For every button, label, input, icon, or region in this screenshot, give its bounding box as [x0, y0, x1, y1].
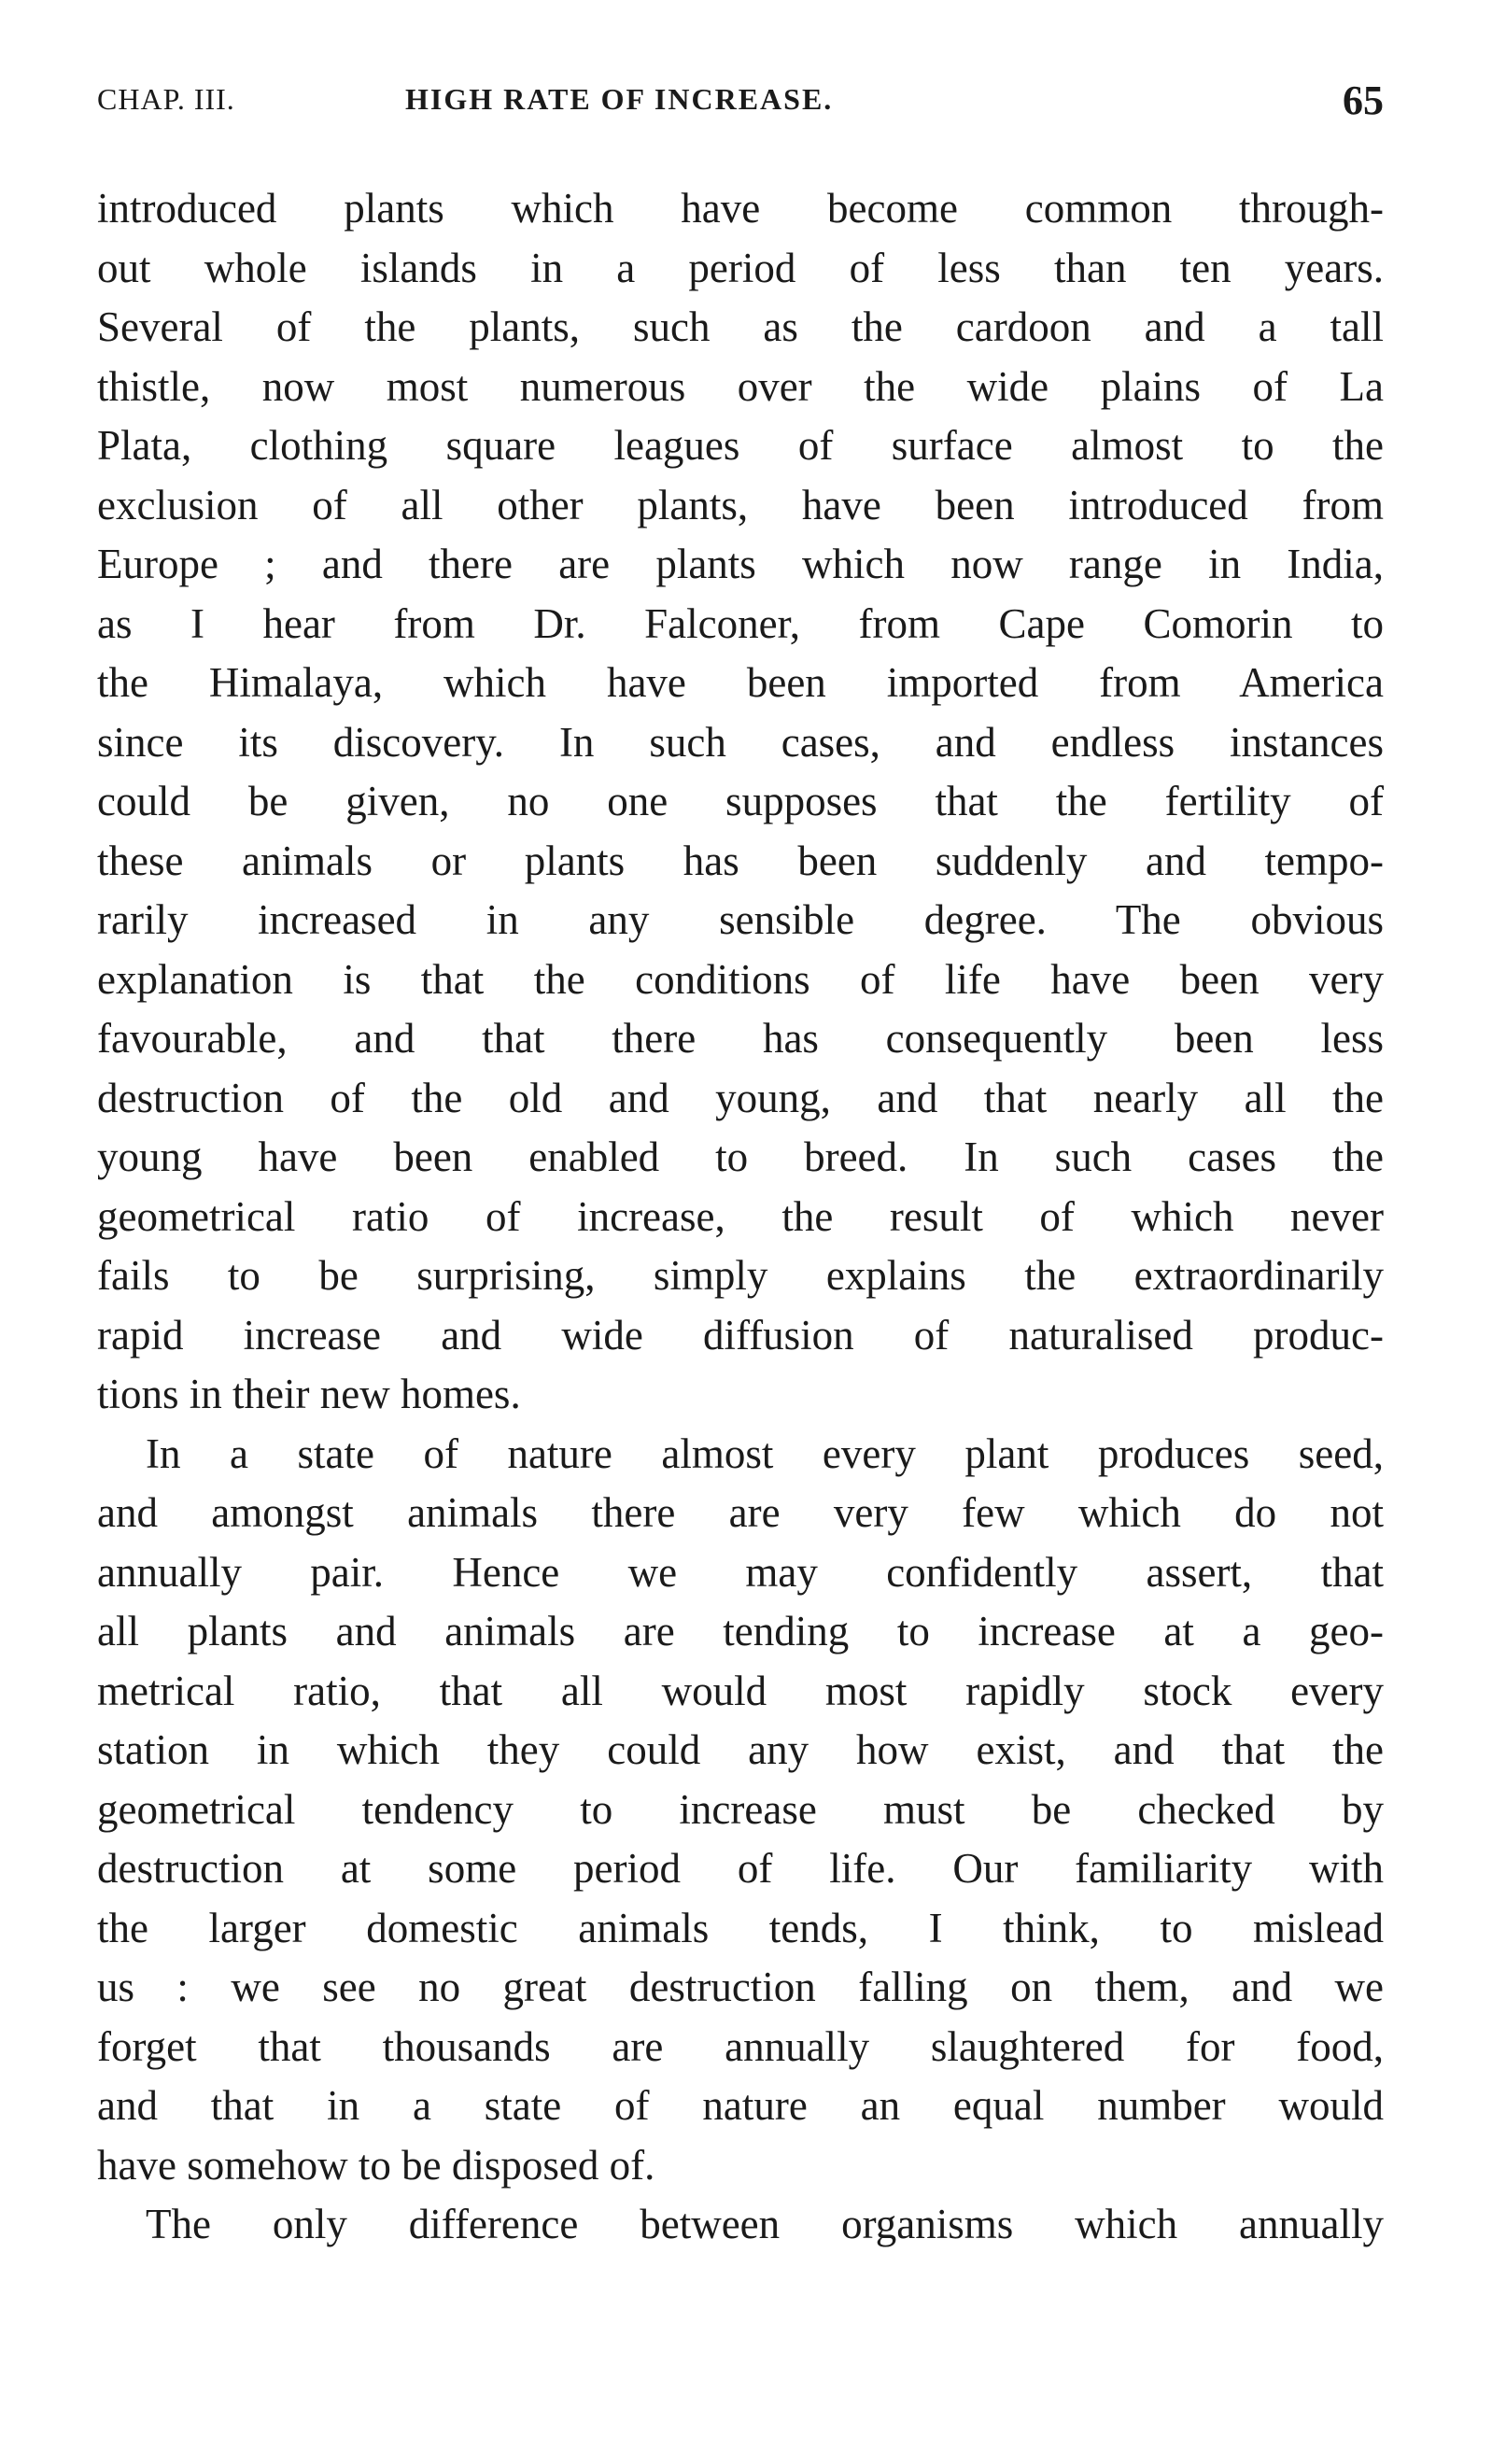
text-line: rapid increase and wide diffusion of naturalised produc- — [97, 1311, 1384, 1359]
text-line: destruction at some period of life. Our familiarity with — [97, 1845, 1384, 1892]
text-line: explanation is that the conditions of life have been very — [97, 955, 1384, 1003]
text-line: rarily increased in any sensible degree. The obvious — [97, 896, 1384, 943]
text-line: forget that thousands are annually slaughtered for food, — [97, 2022, 1384, 2070]
text-line: annually pair. Hence we may confidently assert, that — [97, 1548, 1384, 1596]
paragraph — [97, 1425, 1384, 2196]
text-line: fails to be surprising, simply explains the extraordinarily — [97, 1252, 1384, 1299]
paragraph — [97, 2195, 1384, 2255]
text-line: the Himalaya, which have been imported from America — [97, 659, 1384, 706]
text-line: thistle, now most numerous over the wide plains of La — [97, 362, 1384, 410]
running-title: HIGH RATE OF INCREASE. — [405, 82, 834, 116]
text-line: introduced plants which have become common through- — [97, 185, 1384, 232]
chapter-label: CHAP. III. — [97, 82, 235, 116]
text-line: geometrical tendency to increase must be checked by — [97, 1785, 1384, 1833]
text-line: station in which they could any how exist, and that the — [97, 1726, 1384, 1773]
text-line: favourable, and that there has consequently been less — [97, 1015, 1384, 1062]
text-line: these animals or plants has been suddenly and tempo- — [97, 837, 1384, 884]
paragraph — [97, 179, 1384, 1425]
text-line: as I hear from Dr. Falconer, from Cape Comorin to — [97, 599, 1384, 647]
text-line: young have been enabled to breed. In such cases the — [97, 1133, 1384, 1180]
running-head — [97, 77, 1384, 129]
text-line: Europe ; and there are plants which now range in India, — [97, 541, 1384, 587]
text-line: and that in a state of nature an equal number would — [97, 2082, 1384, 2129]
text-line: destruction of the old and young, and that nearly all the — [97, 1074, 1384, 1121]
page-number: 65 — [1343, 77, 1384, 123]
body-text — [97, 179, 1384, 2255]
text-line: tions in their new homes. — [97, 1371, 521, 1417]
text-line: and amongst animals there are very few which do not — [97, 1489, 1384, 1536]
text-line: metrical ratio, that all would most rapidly stock every — [97, 1667, 1384, 1714]
text-line: all plants and animals are tending to increase at a geo- — [97, 1608, 1384, 1654]
text-line: Plata, clothing square leagues of surface almost to the — [97, 422, 1384, 469]
text-line: geometrical ratio of increase, the result of which never — [97, 1192, 1384, 1240]
text-line: have somehow to be disposed of. — [97, 2141, 655, 2189]
text-line: could be given, no one supposes that the fertility of — [97, 778, 1384, 824]
text-line: us : we see no great destruction falling on them, and we — [97, 1964, 1384, 2010]
text-line: exclusion of all other plants, have been introduced from — [97, 481, 1384, 528]
text-line: The only difference between organisms which annually — [146, 2201, 1384, 2247]
text-line: out whole islands in a period of less than ten years. — [97, 244, 1384, 291]
text-line: In a state of nature almost every plant produces seed, — [146, 1429, 1384, 1477]
text-line: since its discovery. In such cases, and endless instances — [97, 718, 1384, 766]
text-line: the larger domestic animals tends, I think, to mislead — [97, 1904, 1384, 1951]
text-line: Several of the plants, such as the cardoon and a tall — [97, 303, 1384, 350]
